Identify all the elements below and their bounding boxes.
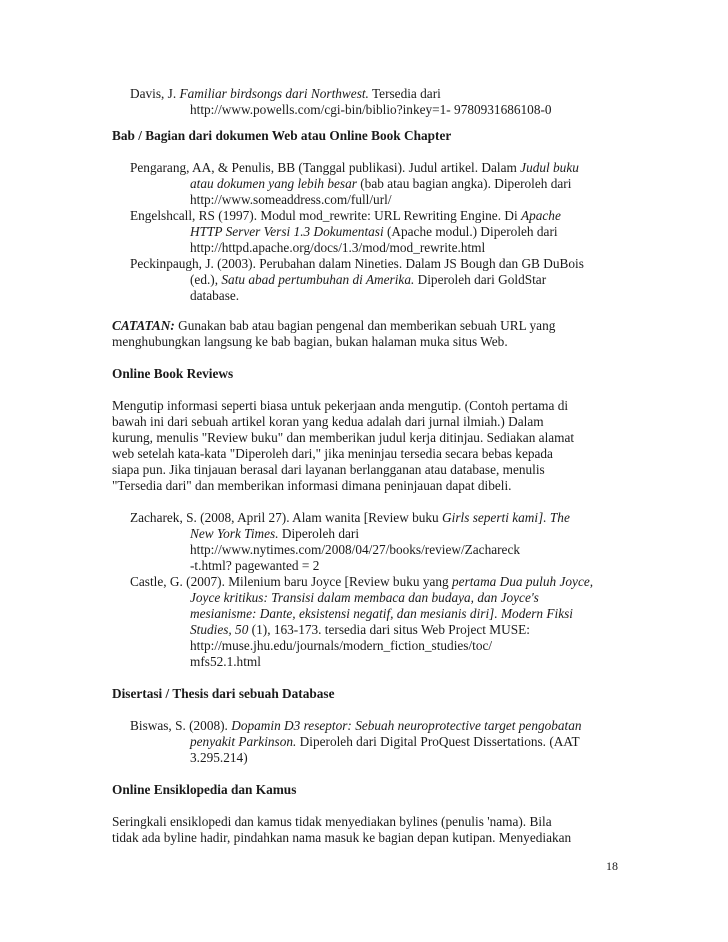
text-line	[112, 318, 555, 334]
text-segment: Studies, 50	[190, 622, 249, 637]
text-segment: Diperoleh dari Digital ProQuest Dissertations. (AAT	[296, 734, 580, 749]
text-segment: http://www.someaddress.com/full/url/	[190, 192, 392, 207]
text-line	[112, 430, 574, 446]
text-segment: CATATAN:	[112, 318, 175, 333]
text-line	[130, 510, 570, 526]
text-segment: http://muse.jhu.edu/journals/modern_fiction_studies/toc/	[190, 638, 493, 653]
text-segment: Diperoleh dari GoldStar	[414, 272, 547, 287]
text-segment: bawah ini dari sebuah artikel koran yang kedua adalah dari jurnal ilmiah.) Dalam	[112, 414, 544, 429]
text-segment: tidak ada byline hadir, pindahkan nama masuk ke bagian depan kutipan. Menyediakan	[112, 830, 572, 845]
text-line	[112, 782, 296, 798]
text-line	[190, 734, 580, 750]
text-line	[190, 176, 571, 192]
text-segment: (bab atau bagian angka). Diperoleh dari	[356, 176, 572, 191]
text-segment: mfs52.1.html	[190, 654, 261, 669]
text-segment: Dopamin D3 reseptor: Sebuah neuroprotective target pengobatan	[231, 718, 582, 733]
text-segment: Online Book Reviews	[112, 366, 234, 381]
text-segment: http://httpd.apache.org/docs/1.3/mod/mod_rewrite.html	[190, 240, 486, 255]
text-segment: penyakit Parkinson.	[190, 734, 297, 749]
text-line	[112, 478, 511, 494]
text-segment: http://www.nytimes.com/2008/04/27/books/review/Zachareck	[190, 542, 521, 557]
text-segment: Judul buku	[520, 160, 579, 175]
text-segment: Apache	[520, 208, 561, 223]
text-line	[190, 192, 392, 208]
text-line	[190, 240, 485, 256]
text-segment: New York Times.	[190, 526, 279, 541]
text-segment: Tersedia dari	[368, 86, 441, 101]
text-line	[112, 334, 508, 350]
text-line	[112, 128, 451, 144]
text-line	[190, 224, 558, 240]
text-segment: Mengutip informasi seperti biasa untuk pekerjaan anda mengutip. (Contoh pertama di	[112, 398, 569, 413]
text-line	[190, 272, 546, 288]
text-segment: Biswas, S. (2008).	[130, 718, 232, 733]
text-line	[112, 814, 552, 830]
text-segment: Bab / Bagian dari dokumen Web atau Online Book Chapter	[112, 128, 452, 143]
text-segment: 3.295.214)	[190, 750, 248, 765]
text-line	[130, 718, 582, 734]
text-segment: Pengarang, AA, & Penulis, BB (Tanggal publikasi). Judul artikel. Dalam	[130, 160, 521, 175]
text-segment: -t.html? pagewanted = 2	[190, 558, 320, 573]
text-line	[130, 86, 441, 102]
text-line	[112, 414, 544, 430]
text-segment: menghubungkan langsung ke bab bagian, bukan halaman muka situs Web.	[112, 334, 508, 349]
text-segment: Joyce kritikus: Transisi dalam membaca dan budaya, dan Joyce's	[190, 590, 539, 605]
text-line	[112, 366, 233, 382]
text-segment: siapa pun. Jika tinjauan berasal dari layanan berlangganan atau database, menulis	[112, 462, 545, 477]
text-segment: Familiar birdsongs dari Northwest.	[179, 86, 369, 101]
text-segment: pertama Dua puluh Joyce,	[452, 574, 594, 589]
text-segment: kurung, menulis "Review buku" dan memberikan judul kerja ditinjau. Sediakan alamat	[112, 430, 575, 445]
text-segment: Davis, J.	[130, 86, 180, 101]
text-line	[112, 830, 571, 846]
text-line	[190, 750, 248, 766]
text-line	[190, 622, 530, 638]
text-line	[130, 256, 584, 272]
text-line	[190, 654, 261, 670]
text-line	[190, 606, 573, 622]
text-line	[190, 590, 539, 606]
text-line	[112, 686, 335, 702]
text-line	[190, 638, 492, 654]
text-line	[190, 526, 359, 542]
text-segment: (Apache modul.) Diperoleh dari	[383, 224, 558, 239]
text-segment: http://www.powells.com/cgi-bin/biblio?inkey=1- 9780931686108-0	[190, 102, 552, 117]
text-line	[190, 102, 552, 118]
text-line	[190, 542, 520, 558]
text-line	[190, 288, 239, 304]
text-segment: Castle, G. (2007). Milenium baru Joyce [Review buku yang	[130, 574, 453, 589]
text-line	[112, 446, 553, 462]
text-line	[130, 160, 579, 176]
text-segment: Online Ensiklopedia dan Kamus	[112, 782, 297, 797]
text-segment: Gunakan bab atau bagian pengenal dan memberikan sebuah URL yang	[174, 318, 556, 333]
text-segment: (ed.),	[190, 272, 222, 287]
text-segment: Zacharek, S. (2008, April 27). Alam wanita [Review buku	[130, 510, 443, 525]
text-line	[190, 558, 319, 574]
page-number: 18	[606, 859, 618, 873]
text-segment: Peckinpaugh, J. (2003). Perubahan dalam Nineties. Dalam JS Bough dan GB DuBois	[130, 256, 584, 271]
text-segment: Seringkali ensiklopedi dan kamus tidak menyediakan bylines (penulis 'nama). Bila	[112, 814, 552, 829]
text-line	[130, 574, 593, 590]
text-segment: "Tersedia dari" dan memberikan informasi dimana peninjauan dapat dibeli.	[112, 478, 512, 493]
text-segment: database.	[190, 288, 240, 303]
text-segment: Engelshcall, RS (1997). Modul mod_rewrite: URL Rewriting Engine. Di	[130, 208, 521, 223]
text-segment: HTTP Server Versi 1.3 Dokumentasi	[190, 224, 384, 239]
text-segment: atau dokumen yang lebih besar	[190, 176, 357, 191]
text-line	[130, 208, 561, 224]
text-line	[112, 462, 545, 478]
text-segment: Satu abad pertumbuhan di Amerika.	[221, 272, 415, 287]
text-segment: Girls seperti kami]. The	[442, 510, 570, 525]
text-segment: Disertasi / Thesis dari sebuah Database	[112, 686, 335, 701]
text-segment: mesianisme: Dante, eksistensi negatif, dan mesianis diri]. Modern Fiksi	[190, 606, 573, 621]
text-line	[112, 398, 568, 414]
text-segment: (1), 163-173. tersedia dari situs Web Project MUSE:	[248, 622, 530, 637]
text-segment: Diperoleh dari	[278, 526, 360, 541]
text-segment: web setelah kata-kata "Diperoleh dari," jika meninjau tersedia secara bebas kepada	[112, 446, 553, 461]
